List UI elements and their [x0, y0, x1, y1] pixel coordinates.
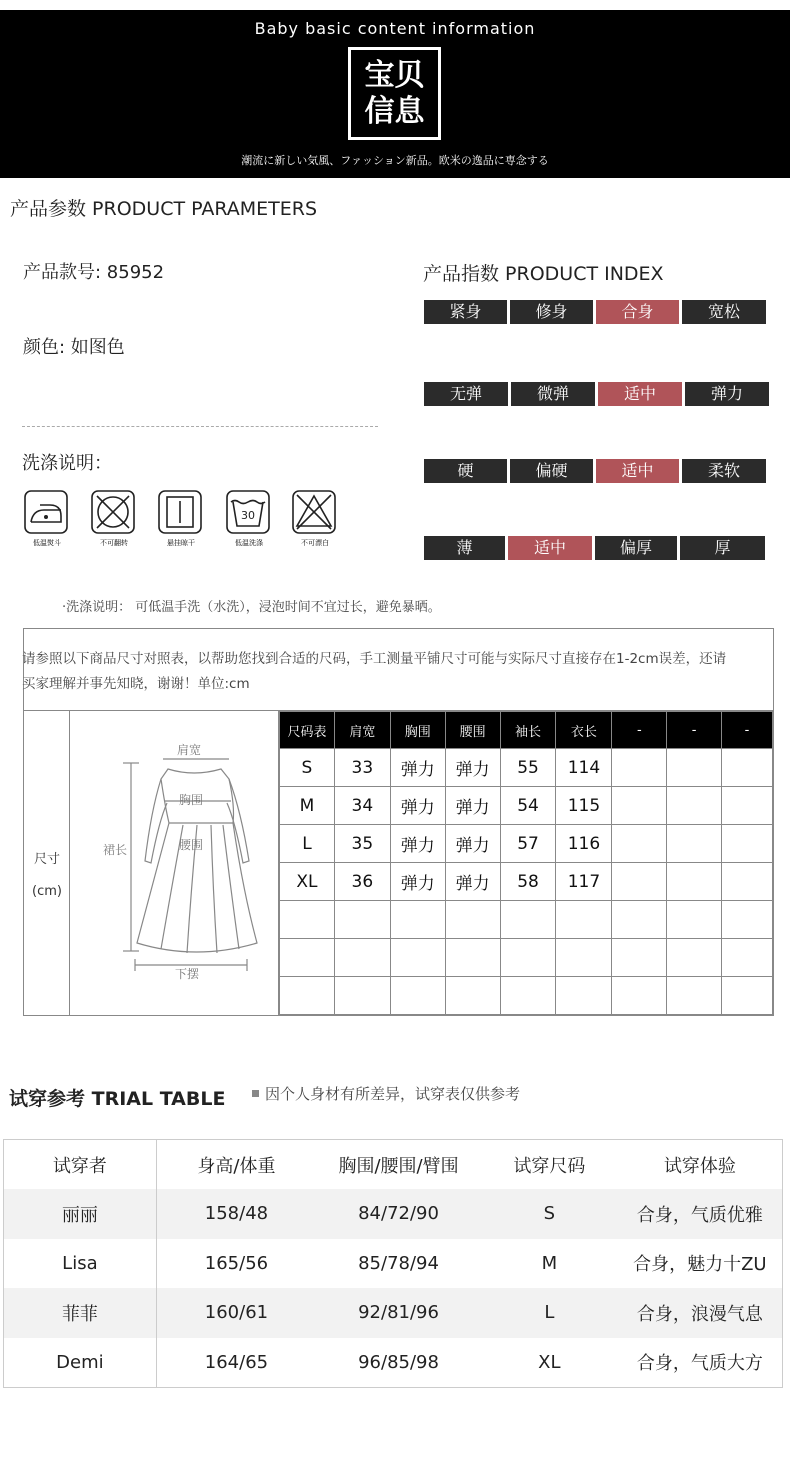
table-cell — [667, 749, 722, 787]
table-cell: L — [481, 1288, 618, 1338]
index-cell: 修身 — [510, 300, 593, 324]
wash-note: ·洗涤说明： 可低温手洗（水洗），浸泡时间不宜过长，避免暴晒。 — [62, 600, 441, 615]
size-table-header — [280, 712, 773, 749]
table-cell: 合身，气质优雅 — [618, 1189, 783, 1239]
size-table — [279, 711, 773, 1015]
index-cell-active: 合身 — [596, 300, 679, 324]
index-row-fit — [424, 300, 769, 324]
hang-dry-icon — [158, 490, 202, 534]
table-cell — [445, 939, 500, 977]
diagram-label-shoulder: 肩宽 — [177, 743, 202, 757]
no-tumble-dry-icon — [91, 490, 135, 534]
diagram-label-chest: 胸围 — [179, 793, 204, 807]
no-bleach-icon — [292, 490, 336, 534]
index-cell: 紧身 — [424, 300, 507, 324]
header-cell: 身高/体重 — [197, 1155, 276, 1177]
table-cell: 84/72/90 — [316, 1189, 481, 1239]
table-cell: 115 — [556, 787, 612, 825]
dress-diagram — [71, 711, 279, 1016]
table-cell — [612, 939, 667, 977]
table-cell: 弹力 — [390, 749, 445, 787]
size-note-line1: 请参照以下商品尺寸对照表，以帮助您找到合适的尺码，手工测量平铺尺寸可能与实际尺寸直接存在1-2cm误差，还请 — [22, 651, 727, 667]
size-note — [22, 647, 772, 697]
table-cell — [612, 825, 667, 863]
table-cell: XL — [538, 1351, 561, 1373]
wash-title: 洗涤说明： — [22, 453, 112, 474]
table-cell: 弹力 — [390, 787, 445, 825]
care-item-no-tumble — [91, 490, 137, 547]
table-cell — [334, 939, 390, 977]
index-row-softness — [424, 459, 769, 483]
table-cell: 57 — [500, 825, 556, 863]
table-cell: 34 — [334, 787, 390, 825]
table-cell — [667, 901, 722, 939]
index-cell: 宽松 — [682, 300, 766, 324]
index-cell: 弹力 — [685, 382, 769, 406]
table-cell: 160/61 — [156, 1288, 316, 1338]
table-cell: 弹力 — [390, 863, 445, 901]
table-cell: 96/85/98 — [358, 1351, 439, 1373]
index-row-stretch — [424, 382, 772, 406]
header-cell: 试穿者 — [4, 1140, 157, 1190]
table-cell — [722, 787, 773, 825]
index-cell-active: 适中 — [598, 382, 682, 406]
header-cell: - — [722, 712, 773, 749]
table-cell: 丽丽 — [4, 1189, 157, 1239]
table-cell: 117 — [556, 863, 612, 901]
table-cell: M — [541, 1252, 558, 1274]
diagram-label-waist: 腰围 — [179, 838, 204, 852]
table-cell — [612, 863, 667, 901]
table-row — [280, 749, 773, 787]
table-cell: 116 — [556, 825, 612, 863]
trial-table — [3, 1139, 783, 1388]
table-cell — [556, 977, 612, 1015]
care-item-iron — [24, 490, 70, 547]
table-cell — [722, 901, 773, 939]
care-label: 不可漂白 — [301, 539, 329, 547]
table-row — [280, 977, 773, 1015]
table-row — [4, 1189, 783, 1239]
table-cell — [667, 977, 722, 1015]
wash-30-icon — [226, 490, 270, 534]
index-cell: 无弹 — [424, 382, 508, 406]
table-cell — [280, 901, 335, 939]
index-row-thickness — [424, 536, 768, 560]
trial-subtitle-text: 因个人身材有所差异，试穿表仅供参考 — [265, 1085, 521, 1103]
table-cell — [500, 901, 556, 939]
header-cell: 衣长 — [556, 712, 612, 749]
table-cell: 菲菲 — [4, 1288, 157, 1338]
table-cell: 165/56 — [204, 1252, 269, 1274]
banner-english-title: Baby basic content information — [254, 19, 536, 38]
table-cell — [612, 977, 667, 1015]
table-cell — [280, 939, 335, 977]
table-row — [280, 863, 773, 901]
trial-subtitle — [252, 1083, 520, 1104]
table-cell — [500, 939, 556, 977]
table-row — [4, 1288, 783, 1338]
wash-temp: 30 — [241, 509, 255, 522]
table-cell — [390, 901, 445, 939]
table-cell: 92/81/96 — [316, 1288, 481, 1338]
table-cell: 85/78/94 — [358, 1252, 439, 1274]
table-cell — [722, 863, 773, 901]
header-cell: - — [667, 712, 722, 749]
table-cell: 54 — [500, 787, 556, 825]
table-cell: 33 — [334, 749, 390, 787]
diagram-label-length: 裙长 — [103, 843, 128, 857]
table-cell: M — [280, 787, 335, 825]
table-cell — [445, 901, 500, 939]
table-cell: 158/48 — [156, 1189, 316, 1239]
table-cell: 36 — [334, 863, 390, 901]
table-cell: 合身，浪漫气息 — [618, 1288, 783, 1338]
table-cell — [334, 901, 390, 939]
table-cell — [390, 939, 445, 977]
table-cell: S — [481, 1189, 618, 1239]
table-cell: 58 — [500, 863, 556, 901]
table-cell — [445, 977, 500, 1015]
banner-title — [351, 50, 438, 137]
table-cell — [556, 901, 612, 939]
banner-title-line1: 宝贝 — [364, 57, 425, 93]
table-cell: 55 — [500, 749, 556, 787]
table-cell — [500, 977, 556, 1015]
care-item-hang-dry — [158, 490, 204, 547]
product-model: 产品款号: 85952 — [23, 262, 165, 283]
table-cell — [556, 939, 612, 977]
index-cell: 柔软 — [682, 459, 766, 483]
table-cell — [667, 825, 722, 863]
table-cell — [612, 901, 667, 939]
table-cell: S — [280, 749, 335, 787]
header-cell: 腰围 — [445, 712, 500, 749]
table-row — [280, 901, 773, 939]
table-cell — [612, 749, 667, 787]
index-cell-active: 适中 — [596, 459, 679, 483]
header-cell: 尺码表 — [280, 712, 335, 749]
header-cell: - — [612, 712, 667, 749]
table-cell — [334, 977, 390, 1015]
care-label: 低温熨斗 — [33, 539, 61, 547]
table-cell: 合身，魅力十ZU — [633, 1254, 767, 1276]
table-cell — [722, 825, 773, 863]
table-cell: 弹力 — [445, 863, 500, 901]
size-chart — [23, 628, 774, 1016]
care-label: 低温洗涤 — [235, 539, 263, 547]
table-cell: L — [280, 825, 335, 863]
table-row — [280, 787, 773, 825]
index-cell: 偏硬 — [510, 459, 593, 483]
table-cell — [722, 749, 773, 787]
size-note-line2: 买家理解并事先知晓，谢谢！单位:cm — [22, 676, 250, 692]
table-cell: 164/65 — [204, 1351, 269, 1373]
table-cell: Lisa — [4, 1239, 157, 1289]
index-cell: 硬 — [424, 459, 507, 483]
header-cell: 试穿尺码 — [513, 1155, 586, 1177]
table-cell — [667, 939, 722, 977]
table-row — [280, 939, 773, 977]
size-label: 尺寸 — [33, 852, 60, 867]
table-cell — [667, 863, 722, 901]
table-cell: 弹力 — [390, 825, 445, 863]
table-cell — [667, 787, 722, 825]
table-cell — [280, 977, 335, 1015]
size-label-column — [24, 711, 70, 1016]
section-title-parameters: 产品参数 PRODUCT PARAMETERS — [10, 198, 318, 220]
header-cell: 试穿体验 — [663, 1155, 736, 1177]
header-cell: 袖长 — [500, 712, 556, 749]
table-cell: 弹力 — [445, 749, 500, 787]
square-bullet-icon — [252, 1090, 259, 1097]
header-banner — [0, 10, 790, 178]
index-title: 产品指数 PRODUCT INDEX — [423, 263, 664, 285]
product-color: 颜色: 如图色 — [23, 337, 125, 358]
table-row — [4, 1338, 783, 1388]
table-cell — [722, 977, 773, 1015]
index-cell: 偏厚 — [595, 536, 677, 560]
table-cell: XL — [280, 863, 335, 901]
table-cell: 114 — [556, 749, 612, 787]
index-cell: 厚 — [680, 536, 765, 560]
index-cell: 薄 — [424, 536, 505, 560]
index-cell-active: 适中 — [508, 536, 592, 560]
banner-title-line2: 信息 — [364, 93, 425, 129]
divider — [22, 426, 378, 427]
header-cell: 胸围 — [390, 712, 445, 749]
header-cell: 胸围/腰围/臂围 — [338, 1155, 459, 1177]
trial-title: 试穿参考 TRIAL TABLE — [9, 1088, 226, 1110]
care-label: 不可翻转 — [100, 539, 128, 547]
iron-low-icon — [24, 490, 68, 534]
table-row — [4, 1239, 783, 1289]
table-cell — [612, 787, 667, 825]
trial-table-header — [4, 1140, 783, 1190]
size-unit: (cm) — [32, 884, 62, 899]
table-cell — [722, 939, 773, 977]
banner-title-box — [348, 47, 441, 140]
table-cell: 弹力 — [445, 825, 500, 863]
banner-subtitle: 潮流に新しい気風、ファッション新品。欧米の逸品に専念する — [241, 154, 549, 167]
care-label: 悬挂晾干 — [167, 539, 195, 547]
care-item-no-bleach — [292, 490, 338, 547]
table-cell: 35 — [334, 825, 390, 863]
table-cell: 合身，气质大方 — [636, 1353, 763, 1374]
table-cell — [390, 977, 445, 1015]
care-item-wash-30 — [226, 490, 272, 547]
header-cell: 肩宽 — [334, 712, 390, 749]
table-row — [280, 825, 773, 863]
table-cell: Demi — [4, 1338, 157, 1388]
index-cell: 微弹 — [511, 382, 595, 406]
diagram-label-hem: 下摆 — [175, 967, 200, 981]
table-cell: 弹力 — [445, 787, 500, 825]
